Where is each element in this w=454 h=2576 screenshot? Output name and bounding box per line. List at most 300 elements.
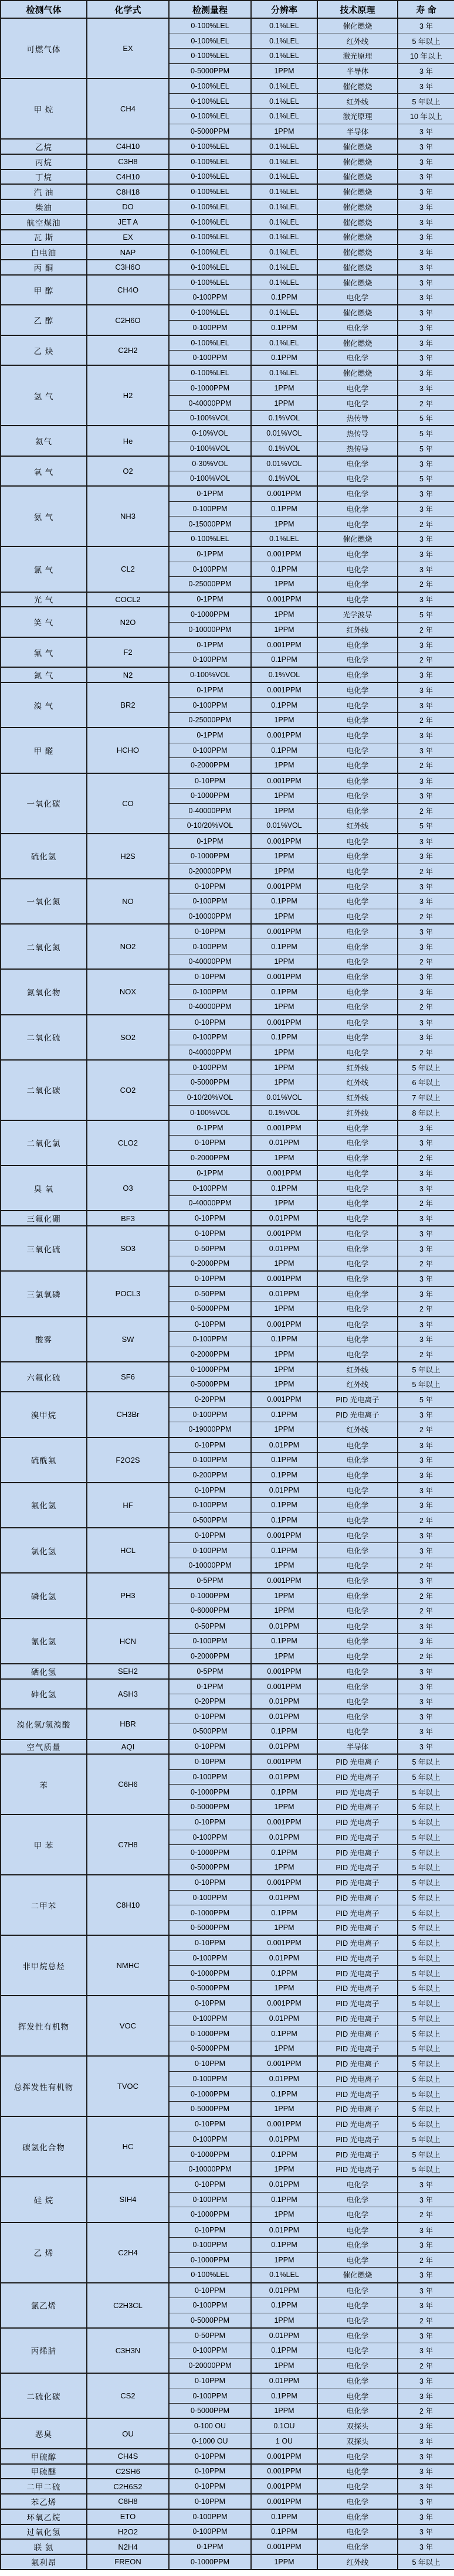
resolution-cell: 1PPM xyxy=(251,1377,317,1392)
gas-name-cell: 氢 气 xyxy=(1,365,87,426)
lifespan-cell: 3 年 xyxy=(398,848,454,864)
resolution-cell: 0.1%VOL xyxy=(251,441,317,456)
resolution-cell: 0.001PPM xyxy=(251,1679,317,1694)
gas-name-cell: 三氯氧磷 xyxy=(1,1271,87,1316)
range-cell: 0-100PPM xyxy=(169,1181,251,1196)
formula-cell: FREON xyxy=(87,2554,169,2570)
resolution-cell: 0.1%LEL xyxy=(251,184,317,199)
principle-cell: 电化学 xyxy=(317,1256,398,1272)
range-cell: 0-5PPM xyxy=(169,1664,251,1679)
resolution-cell: 1PPM xyxy=(251,758,317,773)
table-row xyxy=(1,1679,454,1694)
lifespan-cell: 5 年以上 xyxy=(398,2026,454,2041)
lifespan-cell: 5 年以上 xyxy=(398,1769,454,1785)
principle-cell: 电化学 xyxy=(317,2177,398,2192)
lifespan-cell: 3 年 xyxy=(398,486,454,501)
table-row xyxy=(1,1271,454,1286)
resolution-cell: 0.1%LEL xyxy=(251,244,317,260)
range-cell: 0-5000PPM xyxy=(169,2102,251,2117)
formula-cell: NO2 xyxy=(87,924,169,969)
lifespan-cell: 3 年 xyxy=(398,2222,454,2238)
lifespan-cell: 2 年 xyxy=(398,954,454,970)
resolution-cell: 1PPM xyxy=(251,864,317,879)
resolution-cell: 1PPM xyxy=(251,1921,317,1936)
gas-name-cell: 空气质量 xyxy=(1,1739,87,1755)
principle-cell: PID 光电离子 xyxy=(317,1860,398,1875)
principle-cell: 半导体 xyxy=(317,124,398,139)
range-cell: 0-1PPM xyxy=(169,486,251,501)
principle-cell: 电化学 xyxy=(317,2207,398,2222)
principle-cell: 催化燃烧 xyxy=(317,275,398,290)
resolution-cell: 1PPM xyxy=(251,2313,317,2328)
principle-cell: PID 光电离子 xyxy=(317,2147,398,2162)
range-cell: 0-2000PPM xyxy=(169,758,251,773)
gas-name-cell: 乙 烯 xyxy=(1,2222,87,2283)
formula-cell: C2H2 xyxy=(87,335,169,366)
lifespan-cell: 2 年 xyxy=(398,1347,454,1362)
table-row xyxy=(1,2464,454,2479)
principle-cell: 电化学 xyxy=(317,1029,398,1045)
principle-cell: PID 光电离子 xyxy=(317,1392,398,1407)
lifespan-cell: 2 年 xyxy=(398,577,454,592)
resolution-cell: 0.1%LEL xyxy=(251,532,317,547)
lifespan-cell: 2 年 xyxy=(398,2404,454,2419)
principle-cell: PID 光电离子 xyxy=(317,2132,398,2147)
lifespan-cell: 3 年 xyxy=(398,230,454,245)
range-cell: 0-1000PPM xyxy=(169,1362,251,1377)
range-cell: 0-1000PPM xyxy=(169,2252,251,2268)
table-row xyxy=(1,2373,454,2388)
principle-cell: 电化学 xyxy=(317,1558,398,1574)
lifespan-cell: 3 年 xyxy=(398,2388,454,2404)
principle-cell: 半导体 xyxy=(317,1739,398,1755)
gas-name-cell: 甲硫醚 xyxy=(1,2464,87,2479)
resolution-cell: 0.01PPM xyxy=(251,2011,317,2026)
formula-cell: N2H4 xyxy=(87,2539,169,2554)
lifespan-cell: 3 年 xyxy=(398,1498,454,1513)
resolution-cell: 0.001PPM xyxy=(251,969,317,984)
range-cell: 0-20PPM xyxy=(169,1694,251,1709)
lifespan-cell: 3 年 xyxy=(398,1467,454,1483)
range-cell: 0-10PPM xyxy=(169,1528,251,1543)
range-cell: 0-100PPM xyxy=(169,1407,251,1422)
range-cell: 0-100%VOL xyxy=(169,1105,251,1120)
gas-name-cell: 一氧化碳 xyxy=(1,773,87,834)
lifespan-cell: 2 年 xyxy=(398,758,454,773)
table-row xyxy=(1,879,454,894)
gas-name-cell: 三氟化硼 xyxy=(1,1211,87,1226)
principle-cell: 电化学 xyxy=(317,2524,398,2540)
range-cell: 0-10PPM xyxy=(169,1754,251,1769)
lifespan-cell: 5 年 xyxy=(398,426,454,441)
range-cell: 0-10PPM xyxy=(169,1136,251,1151)
lifespan-cell: 2 年 xyxy=(398,1000,454,1015)
resolution-cell: 1PPM xyxy=(251,607,317,622)
formula-cell: BF3 xyxy=(87,1211,169,1226)
resolution-cell: 0.001PPM xyxy=(251,1528,317,1543)
table-row xyxy=(1,456,454,471)
formula-cell: CH3Br xyxy=(87,1392,169,1437)
range-cell: 0-5000PPM xyxy=(169,2404,251,2419)
table-row xyxy=(1,1573,454,1588)
lifespan-cell: 3 年 xyxy=(398,667,454,682)
table-row xyxy=(1,682,454,698)
lifespan-cell: 7 年以上 xyxy=(398,1090,454,1105)
resolution-cell: 0.01PPM xyxy=(251,1769,317,1785)
resolution-cell: 1PPM xyxy=(251,1649,317,1664)
principle-cell: PID 光电离子 xyxy=(317,1890,398,1905)
range-cell: 0-10PPM xyxy=(169,2479,251,2494)
column-header-principle: 技术原理 xyxy=(317,1,398,18)
gas-name-cell: 硫酰氟 xyxy=(1,1437,87,1483)
table-row xyxy=(1,1528,454,1543)
lifespan-cell: 3 年 xyxy=(398,351,454,366)
range-cell: 0-5000PPM xyxy=(169,1800,251,1815)
gas-table-body xyxy=(1,18,454,2570)
table-row xyxy=(1,1362,454,1377)
principle-cell: PID 光电离子 xyxy=(317,1769,398,1785)
range-cell: 0-100PPM xyxy=(169,501,251,516)
table-row xyxy=(1,1483,454,1498)
resolution-cell: 1PPM xyxy=(251,380,317,396)
resolution-cell: 1PPM xyxy=(251,2207,317,2222)
range-cell: 0-10PPM xyxy=(169,2464,251,2479)
table-row xyxy=(1,2539,454,2554)
principle-cell: 电化学 xyxy=(317,1150,398,1165)
resolution-cell: 0.001PPM xyxy=(251,1814,317,1830)
table-row xyxy=(1,275,454,290)
resolution-cell: 0.01PPM xyxy=(251,2283,317,2298)
resolution-cell: 1PPM xyxy=(251,1860,317,1875)
lifespan-cell: 5 年以上 xyxy=(398,2116,454,2132)
principle-cell: 电化学 xyxy=(317,803,398,818)
principle-cell: 电化学 xyxy=(317,969,398,984)
gas-name-cell: 甲 烷 xyxy=(1,79,87,139)
resolution-cell: 0.1PPM xyxy=(251,939,317,954)
range-cell: 0-10PPM xyxy=(169,1226,251,1241)
resolution-cell: 0.1PPM xyxy=(251,1331,317,1347)
formula-cell: HCHO xyxy=(87,728,169,773)
principle-cell: 红外线 xyxy=(317,1105,398,1120)
principle-cell: 红外线 xyxy=(317,94,398,109)
gas-name-cell: 乙 炔 xyxy=(1,335,87,366)
principle-cell: 电化学 xyxy=(317,562,398,577)
resolution-cell: 1PPM xyxy=(251,1000,317,1015)
resolution-cell: 0.01PPM xyxy=(251,1890,317,1905)
principle-cell: 电化学 xyxy=(317,2479,398,2494)
resolution-cell: 0.1%LEL xyxy=(251,109,317,124)
principle-cell: 电化学 xyxy=(317,728,398,743)
lifespan-cell: 5 年 xyxy=(398,411,454,426)
lifespan-cell: 3 年 xyxy=(398,879,454,894)
principle-cell: PID 光电离子 xyxy=(317,2116,398,2132)
lifespan-cell: 3 年 xyxy=(398,1452,454,1467)
lifespan-cell: 3 年 xyxy=(398,1241,454,1256)
resolution-cell: 0.01%VOL xyxy=(251,426,317,441)
formula-cell: NOX xyxy=(87,969,169,1014)
range-cell: 0-10PPM xyxy=(169,2222,251,2238)
range-cell: 0-1PPM xyxy=(169,1120,251,1136)
resolution-cell: 0.1%LEL xyxy=(251,305,317,320)
principle-cell: 电化学 xyxy=(317,1633,398,1649)
table-row xyxy=(1,667,454,682)
formula-cell: TVOC xyxy=(87,2056,169,2116)
table-row xyxy=(1,2116,454,2132)
lifespan-cell: 2 年 xyxy=(398,653,454,668)
lifespan-cell: 2 年 xyxy=(398,1256,454,1272)
range-cell: 0-1000PPM xyxy=(169,1905,251,1921)
resolution-cell: 1PPM xyxy=(251,1603,317,1619)
range-cell: 0-100PPM xyxy=(169,2071,251,2086)
range-cell: 0-100PPM xyxy=(169,1060,251,1075)
lifespan-cell: 2 年 xyxy=(398,1649,454,1664)
lifespan-cell: 5 年以上 xyxy=(398,1860,454,1875)
resolution-cell: 0.001PPM xyxy=(251,1664,317,1679)
resolution-cell: 0.1PPM xyxy=(251,320,317,335)
table-row xyxy=(1,244,454,260)
resolution-cell: 0.01%VOL xyxy=(251,1090,317,1105)
principle-cell: 电化学 xyxy=(317,2373,398,2388)
range-cell: 0-5000PPM xyxy=(169,1301,251,1317)
range-cell: 0-500PPM xyxy=(169,1724,251,1739)
lifespan-cell: 5 年以上 xyxy=(398,1754,454,1769)
column-header-formula: 化学式 xyxy=(87,1,169,18)
range-cell: 0-100PPM xyxy=(169,698,251,713)
principle-cell: 红外线 xyxy=(317,818,398,834)
lifespan-cell: 3 年 xyxy=(398,1120,454,1136)
gas-name-cell: 总挥发性有机物 xyxy=(1,2056,87,2116)
range-cell: 0-10PPM xyxy=(169,1814,251,1830)
principle-cell: 电化学 xyxy=(317,1331,398,1347)
resolution-cell: 0.01PPM xyxy=(251,1483,317,1498)
column-header-gas: 检测气体 xyxy=(1,1,87,18)
range-cell: 0-100%VOL xyxy=(169,411,251,426)
resolution-cell: 0.1PPM xyxy=(251,1467,317,1483)
principle-cell: 红外线 xyxy=(317,1377,398,1392)
range-cell: 0-10PPM xyxy=(169,924,251,939)
lifespan-cell: 5 年以上 xyxy=(398,1800,454,1815)
principle-cell: 电化学 xyxy=(317,1226,398,1241)
resolution-cell: 1PPM xyxy=(251,124,317,139)
lifespan-cell: 3 年 xyxy=(398,2192,454,2207)
lifespan-cell: 5 年以上 xyxy=(398,1845,454,1860)
resolution-cell: 0.001PPM xyxy=(251,1120,317,1136)
lifespan-cell: 5 年 xyxy=(398,607,454,622)
resolution-cell: 1PPM xyxy=(251,577,317,592)
lifespan-cell: 5 年以上 xyxy=(398,1060,454,1075)
table-row xyxy=(1,728,454,743)
resolution-cell: 1PPM xyxy=(251,1045,317,1060)
lifespan-cell: 3 年 xyxy=(398,532,454,547)
resolution-cell: 0.1%LEL xyxy=(251,49,317,64)
resolution-cell: 1PPM xyxy=(251,1256,317,1272)
gas-name-cell: 过氧化氢 xyxy=(1,2524,87,2540)
range-cell: 0-10%VOL xyxy=(169,426,251,441)
lifespan-cell: 2 年 xyxy=(398,1422,454,1437)
principle-cell: 电化学 xyxy=(317,1437,398,1453)
principle-cell: 电化学 xyxy=(317,2283,398,2298)
range-cell: 0-1PPM xyxy=(169,2539,251,2554)
principle-cell: 电化学 xyxy=(317,1528,398,1543)
principle-cell: 电化学 xyxy=(317,501,398,516)
range-cell: 0-5000PPM xyxy=(169,124,251,139)
range-cell: 0-10PPM xyxy=(169,773,251,789)
range-cell: 0-1000 OU xyxy=(169,2434,251,2449)
principle-cell: PID 光电离子 xyxy=(317,1785,398,1800)
range-cell: 0-100%LEL xyxy=(169,94,251,109)
lifespan-cell: 3 年 xyxy=(398,1694,454,1709)
lifespan-cell: 3 年 xyxy=(398,2434,454,2449)
principle-cell: 催化燃烧 xyxy=(317,335,398,351)
resolution-cell: 0.01PPM xyxy=(251,2328,317,2343)
range-cell: 0-2000PPM xyxy=(169,1347,251,1362)
range-cell: 0-100PPM xyxy=(169,320,251,335)
range-cell: 0-100%LEL xyxy=(169,2268,251,2283)
resolution-cell: 0.1%VOL xyxy=(251,471,317,487)
formula-cell: HCL xyxy=(87,1528,169,1573)
gas-name-cell: 乙烷 xyxy=(1,139,87,154)
resolution-cell: 1PPM xyxy=(251,2554,317,2570)
principle-cell: 电化学 xyxy=(317,2404,398,2419)
table-row xyxy=(1,546,454,562)
lifespan-cell: 3 年 xyxy=(398,215,454,230)
resolution-cell: 0.1PPM xyxy=(251,1543,317,1558)
table-row xyxy=(1,139,454,154)
lifespan-cell: 5 年 xyxy=(398,441,454,456)
table-row xyxy=(1,18,454,33)
range-cell: 0-1000PPM xyxy=(169,1588,251,1603)
principle-cell: 电化学 xyxy=(317,396,398,411)
formula-cell: C4H10 xyxy=(87,139,169,154)
resolution-cell: 1PPM xyxy=(251,2162,317,2177)
lifespan-cell: 3 年 xyxy=(398,2298,454,2313)
principle-cell: PID 光电离子 xyxy=(317,2011,398,2026)
table-row xyxy=(1,79,454,94)
range-cell: 0-100PPM xyxy=(169,743,251,758)
range-cell: 0-20PPM xyxy=(169,1392,251,1407)
formula-cell: C8H10 xyxy=(87,1875,169,1935)
gas-name-cell: 氟化氢 xyxy=(1,1483,87,1528)
table-row xyxy=(1,1709,454,1724)
resolution-cell: 0.001PPM xyxy=(251,773,317,789)
resolution-cell: 1PPM xyxy=(251,1362,317,1377)
lifespan-cell: 3 年 xyxy=(398,456,454,471)
resolution-cell: 1PPM xyxy=(251,622,317,637)
resolution-cell: 0.1PPM xyxy=(251,1407,317,1422)
resolution-cell: 0.1PPM xyxy=(251,1905,317,1921)
resolution-cell: 0.001PPM xyxy=(251,2494,317,2509)
formula-cell: C8H18 xyxy=(87,184,169,199)
range-cell: 0-100%LEL xyxy=(169,18,251,33)
range-cell: 0-100%LEL xyxy=(169,230,251,245)
resolution-cell: 0.1PPM xyxy=(251,1966,317,1981)
principle-cell: 激光原理 xyxy=(317,49,398,64)
lifespan-cell: 3 年 xyxy=(398,199,454,215)
gas-name-cell: 二氧化碳 xyxy=(1,1060,87,1120)
resolution-cell: 0.1PPM xyxy=(251,1498,317,1513)
principle-cell: 催化燃烧 xyxy=(317,139,398,154)
range-cell: 0-5000PPM xyxy=(169,1981,251,1996)
formula-cell: C6H6 xyxy=(87,1754,169,1814)
lifespan-cell: 3 年 xyxy=(398,682,454,698)
table-row xyxy=(1,1317,454,1332)
range-cell: 0-100%LEL xyxy=(169,532,251,547)
gas-name-cell: 六氟化硫 xyxy=(1,1362,87,1392)
resolution-cell: 0.001PPM xyxy=(251,924,317,939)
range-cell: 0-6000PPM xyxy=(169,1603,251,1619)
gas-name-cell: 臭 氧 xyxy=(1,1165,87,1211)
header-row xyxy=(1,1,454,18)
range-cell: 0-1PPM xyxy=(169,1165,251,1181)
resolution-cell: 0.001PPM xyxy=(251,1226,317,1241)
principle-cell: 电化学 xyxy=(317,592,398,607)
principle-cell: 电化学 xyxy=(317,1467,398,1483)
formula-cell: C2SH6 xyxy=(87,2464,169,2479)
gas-name-cell: 光 气 xyxy=(1,592,87,607)
resolution-cell: 0.1PPM xyxy=(251,2086,317,2102)
formula-cell: CH4O xyxy=(87,275,169,305)
range-cell: 0-40000PPM xyxy=(169,954,251,970)
lifespan-cell: 2 年 xyxy=(398,1603,454,1619)
range-cell: 0-1000PPM xyxy=(169,2554,251,2570)
principle-cell: 电化学 xyxy=(317,546,398,562)
table-row xyxy=(1,426,454,441)
table-row xyxy=(1,1120,454,1136)
formula-cell: C2H3CL xyxy=(87,2283,169,2328)
range-cell: 0-100PPM xyxy=(169,2011,251,2026)
principle-cell: PID 光电离子 xyxy=(317,1800,398,1815)
resolution-cell: 0.1PPM xyxy=(251,2192,317,2207)
range-cell: 0-100%LEL xyxy=(169,305,251,320)
range-cell: 0-50PPM xyxy=(169,2328,251,2343)
range-cell: 0-50PPM xyxy=(169,1241,251,1256)
formula-cell: C3H3N xyxy=(87,2328,169,2373)
range-cell: 0-1000PPM xyxy=(169,2086,251,2102)
range-cell: 0-50PPM xyxy=(169,1286,251,1301)
principle-cell: 电化学 xyxy=(317,939,398,954)
resolution-cell: 0.1%VOL xyxy=(251,667,317,682)
resolution-cell: 0.001PPM xyxy=(251,2449,317,2464)
principle-cell: 电化学 xyxy=(317,1286,398,1301)
resolution-cell: 0.1PPM xyxy=(251,2343,317,2358)
principle-cell: 红外线 xyxy=(317,1362,398,1377)
table-row xyxy=(1,637,454,653)
range-cell: 0-10000PPM xyxy=(169,622,251,637)
table-row xyxy=(1,305,454,320)
table-row xyxy=(1,230,454,245)
principle-cell: PID 光电离子 xyxy=(317,1830,398,1845)
principle-cell: PID 光电离子 xyxy=(317,2086,398,2102)
range-cell: 0-20000PPM xyxy=(169,864,251,879)
lifespan-cell: 3 年 xyxy=(398,728,454,743)
lifespan-cell: 2 年 xyxy=(398,1045,454,1060)
principle-cell: PID 光电离子 xyxy=(317,1814,398,1830)
principle-cell: 电化学 xyxy=(317,1301,398,1317)
formula-cell: HC xyxy=(87,2116,169,2177)
resolution-cell: 1PPM xyxy=(251,1800,317,1815)
gas-name-cell: 磷化氢 xyxy=(1,1573,87,1618)
principle-cell: 电化学 xyxy=(317,471,398,487)
range-cell: 0-10PPM xyxy=(169,2283,251,2298)
table-row xyxy=(1,1739,454,1755)
resolution-cell: 0.1PPM xyxy=(251,501,317,516)
table-row xyxy=(1,486,454,501)
range-cell: 0-100%LEL xyxy=(169,260,251,275)
resolution-cell: 1PPM xyxy=(251,1301,317,1317)
principle-cell: 电化学 xyxy=(317,1165,398,1181)
range-cell: 0-1PPM xyxy=(169,637,251,653)
resolution-cell: 0.01PPM xyxy=(251,1739,317,1755)
